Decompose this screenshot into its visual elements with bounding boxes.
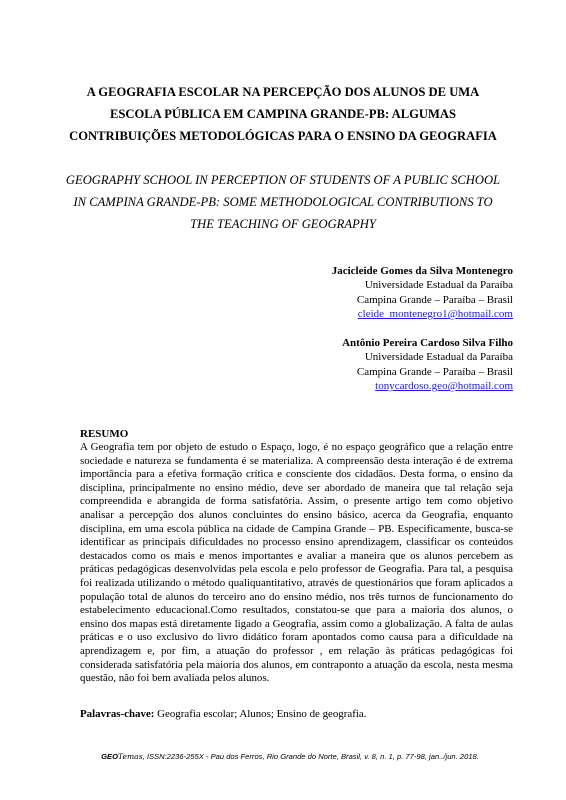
journal-name: GEO — [101, 752, 118, 761]
citation-text: , ISSN:2236-255X - Pau dos Ferros, Rio Grande do Norte, Brasil, v. 8, n. 1, p. 77-98, jan../jun. 2018. — [142, 752, 479, 761]
author-name: Jacicleide Gomes da Silva Montenegro — [331, 265, 513, 277]
footer-citation — [80, 752, 500, 762]
author-block — [332, 264, 513, 322]
author-location: Campina Grande – Paraíba – Brasil — [356, 293, 513, 306]
abstract-heading: RESUMO — [80, 428, 129, 440]
keywords-line — [80, 708, 513, 721]
author-institution: Universidade Estadual da Paraíba — [364, 351, 513, 364]
keywords-label: Palavras-chave: — [80, 708, 155, 720]
author-location: Campina Grande – Paraíba – Brasil — [356, 365, 513, 378]
author-email-link[interactable]: cleide_montenegro1@hotmail.com — [357, 308, 513, 321]
abstract-body: A Geografia tem por objeto de estudo o Espaço, logo, é no espaço geográfico que a relação entre sociedade e natureza se fundamenta é se materializa. A compreensão desta interação é de extrema importância para a efetiva formação crítica e consciente dos cidadãos. Desta forma, o ensino da disciplina, principalmente no ensino médio, deve ser abordado de maneira que tal relação seja compreendida e abrangida de forma satisfatória. Assim, o presente artigo tem como objetivo analisar a percepção dos alunos concluintes do ensino básico, acerca da Geografia, enquanto disciplina, em uma escola pública na cidade de Campina Grande – PB. Especificamente, busca-se identificar as principais dificuldades no processo ensino aprendizagem, classificar os conteúdos destacados como os mais e menos importantes e avaliar a maneira que os alunos percebem as práticas pedagógicas desenvolvidas pela escola e pelo professor de Geografia. Para tal, a pesquisa foi realizada utilizando o método qualiquantitativo, através de questionários que foram aplicados a população total de alunos do terceiro ano do ensino médio, nos três turnos de funcionamento do estabelecimento educacional.Como resultados, constatou-se que para a maioria dos alunos, o ensino dos mapas está diretamente ligado a Geografia, assim como a globalização. A falta de aulas práticas e o uso exclusivo do livro didático foram apontados como causa para a dificuldade na aprendizagem e, por fim, a atuação do professor , em relação às práticas pedagógicas foi considerada satisfatória pela maioria dos alunos, em contraponto a atuação da escola, nesta mesma questão, não foi bem avaliada pelos alunos. — [80, 441, 513, 685]
author-block — [342, 336, 513, 394]
author-name: Antônio Pereira Cardoso Silva Filho — [342, 337, 513, 349]
title-portuguese: A GEOGRAFIA ESCOLAR NA PERCEPÇÃO DOS ALUNOS DE UMA ESCOLA PÚBLICA EM CAMPINA GRANDE-PB: ALGUMAS CONTRIBUIÇÕES METODOLÓGICAS PARA O ENSINO DA GEOGRAFIA — [69, 85, 497, 143]
keywords-value: Geografia escolar; Alunos; Ensino de geografia. — [157, 708, 367, 720]
author-institution: Universidade Estadual da Paraíba — [364, 279, 513, 292]
journal-name-suffix: Temas — [118, 752, 143, 761]
author-email-link[interactable]: tonycardoso.geo@hotmail.com — [375, 380, 513, 393]
title-english: GEOGRAPHY SCHOOL IN PERCEPTION OF STUDENTS OF A PUBLIC SCHOOL IN CAMPINA GRANDE-PB: SOME METHODOLOGICAL CONTRIBUTIONS TO THE TEACHING OF GEOGRAPHY — [65, 173, 501, 231]
abstract-section — [80, 428, 513, 686]
